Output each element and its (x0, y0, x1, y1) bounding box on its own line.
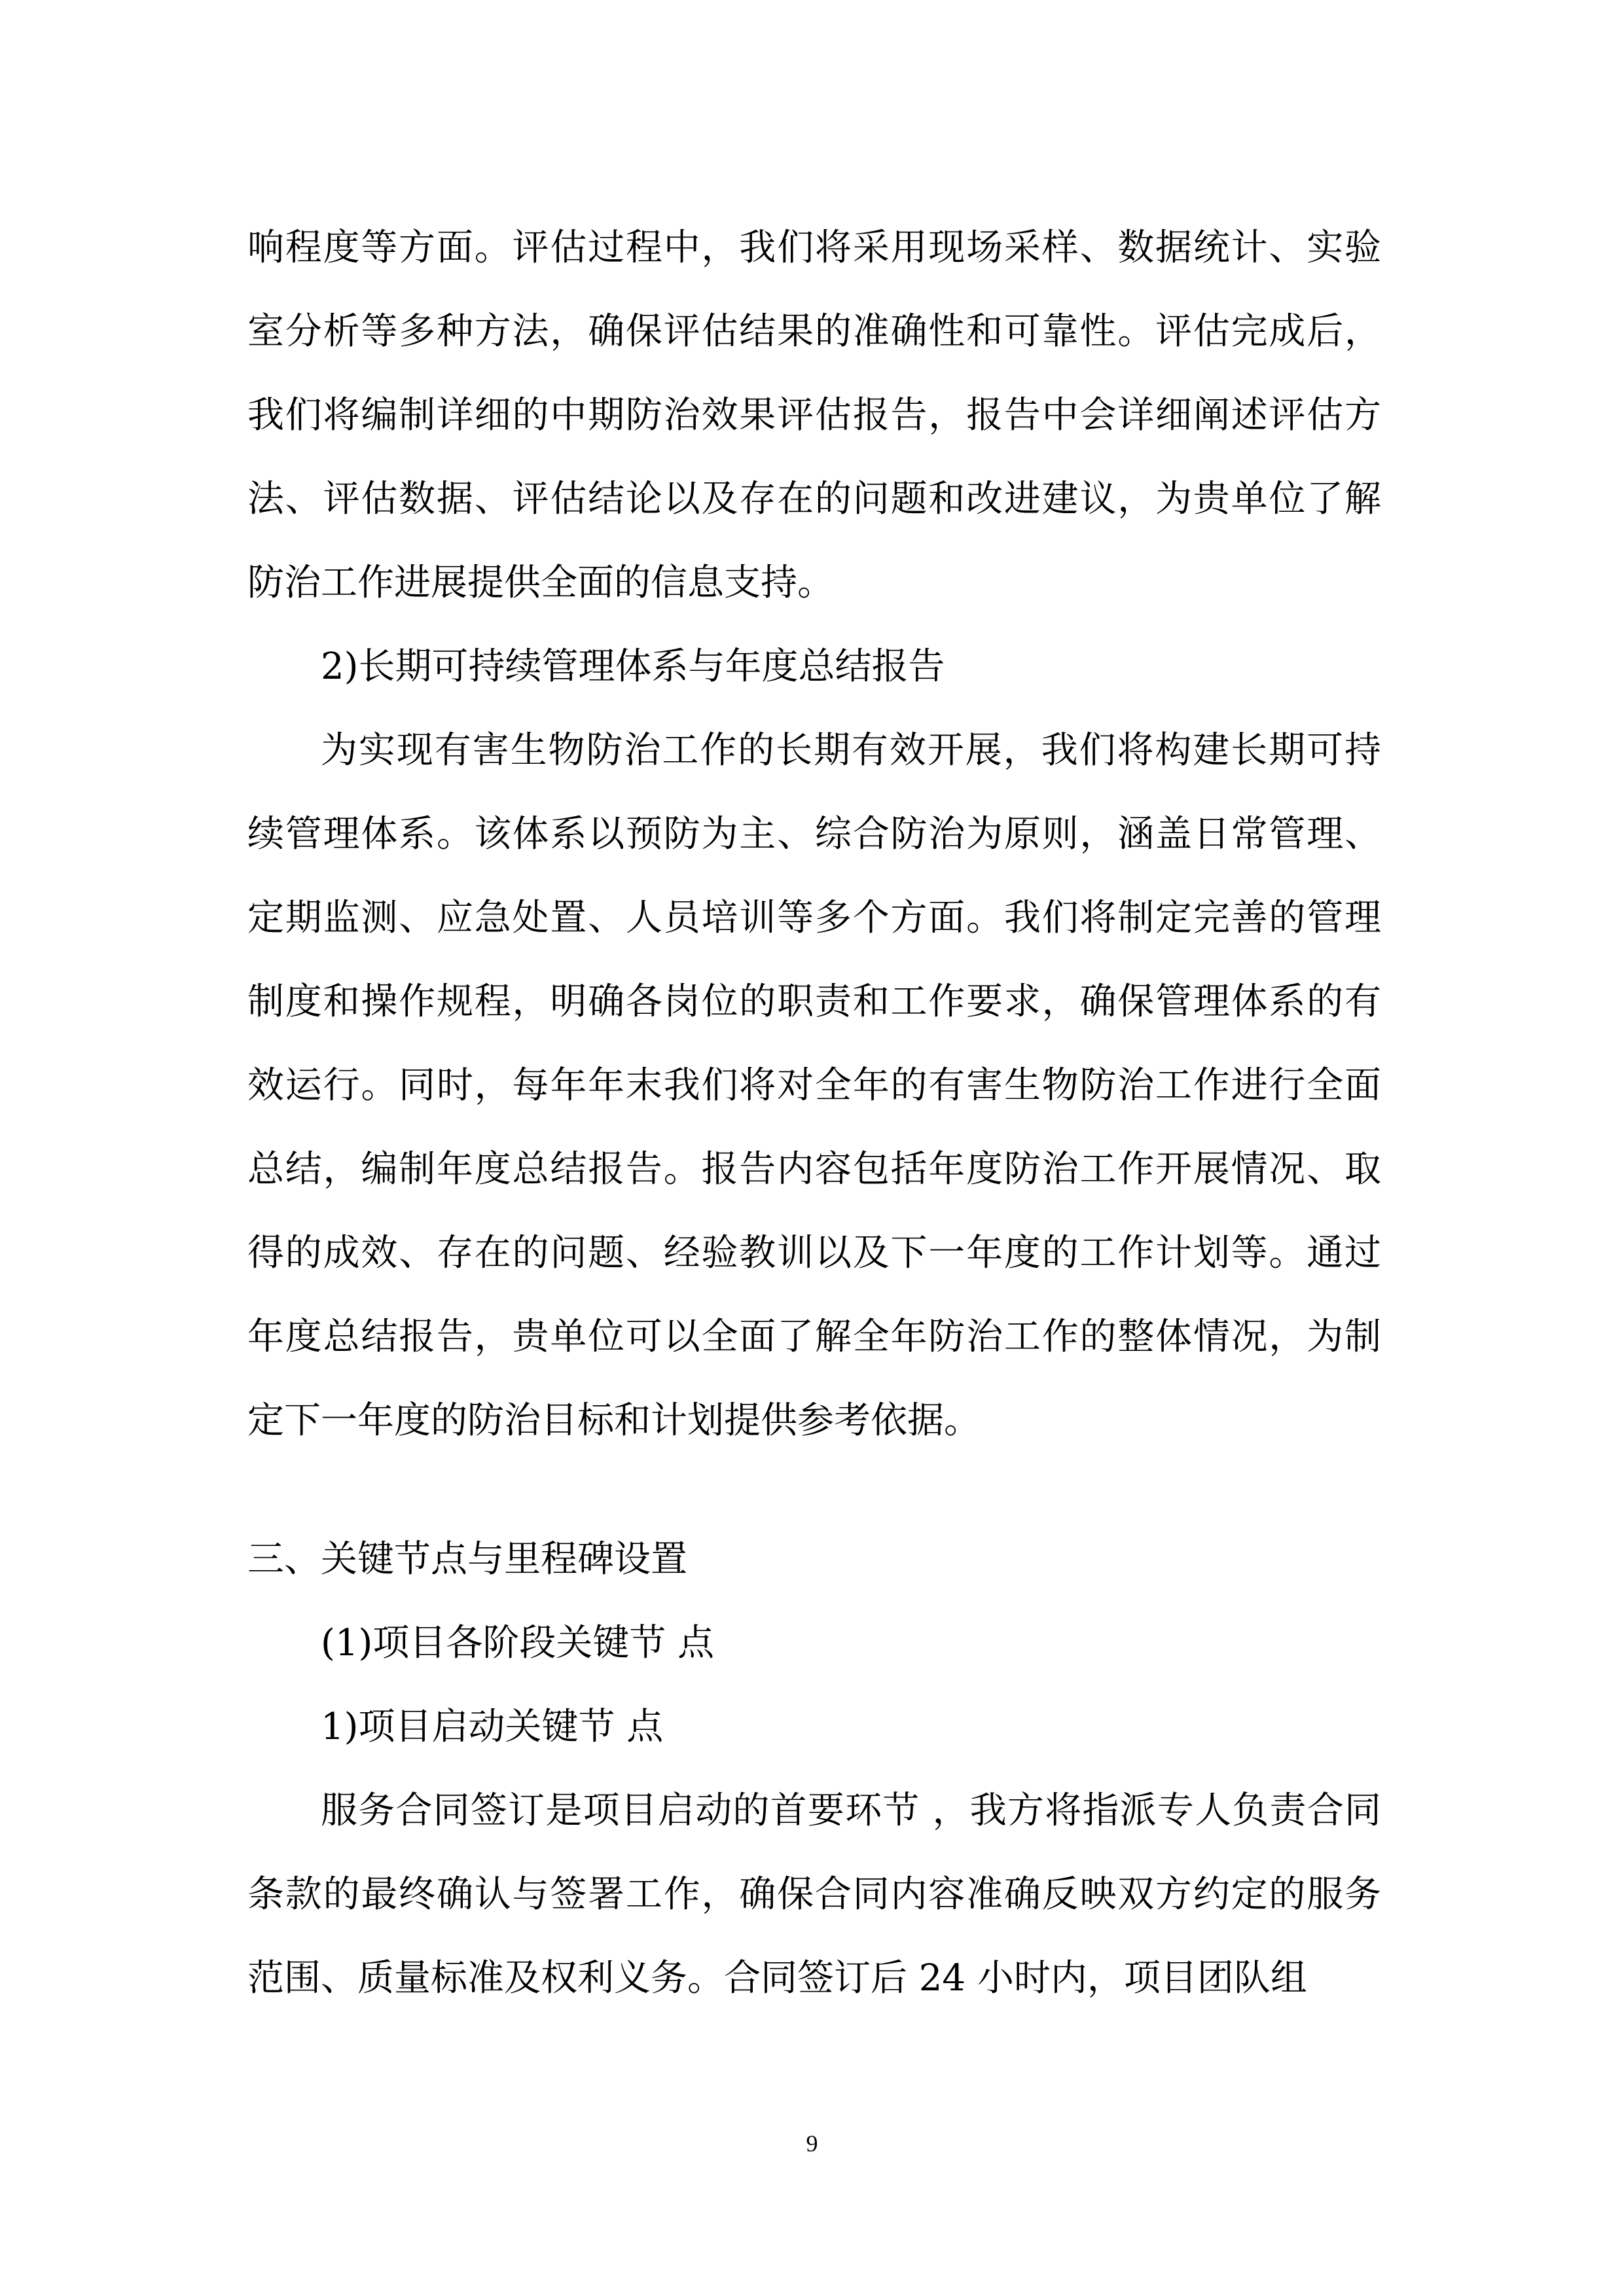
paragraph-evaluation-continuation: 响程度等方面。评估过程中，我们将采用现场采样、数据统计、实验室分析等多种方法，确保评估结果的准确性和可靠性。评估完成后，我们将编制详细的中期防治效果评估报告，报告中会详细阐述评估方法、评估数据、评估结论以及存在的问题和改进建议，为贵单位了解防治工作进展提供全面的信息支持。 (247, 226, 1381, 604)
page-number: 9 (806, 2130, 818, 2157)
subheading-long-term-management: 2)长期可持续管理体系与年度总结报告 (321, 645, 945, 688)
page-content (247, 206, 1381, 2020)
subheading-stage-key-nodes: (1)项目各阶段关键节 点 (321, 1622, 715, 1664)
paragraph-long-term-management: 为实现有害生物防治工作的长期有效开展，我们将构建长期可持续管理体系。该体系以预防为主、综合防治为原则，涵盖日常管理、定期监测、应急处置、人员培训等多个方面。我们将制定完善的管理制度和操作规程，明确各岗位的职责和工作要求，确保管理体系的有效运行。同时，每年年末我们将对全年的有害生物防治工作进行全面总结，编制年度总结报告。报告内容包括年度防治工作开展情况、取得的成效、存在的问题、经验教训以及下一年度的工作计划等。通过年度总结报告，贵单位可以全面了解全年防治工作的整体情况，为制定下一年度的防治目标和计划提供参考依据。 (247, 729, 1381, 1442)
paragraph-contract-signing: 服务合同签订是项目启动的首要环节 ，我方将指派专人负责合同条款的最终确认与签署工作，确保合同内容准确反映双方约定的服务范围、质量标准及权利义务。合同签订后 24 小时内，项目团队组 (247, 1789, 1381, 2000)
subheading-project-start-nodes: 1)项目启动关键节 点 (321, 1706, 664, 1748)
section-heading-key-milestones: 三、关键节点与里程碑设置 (247, 1538, 687, 1581)
